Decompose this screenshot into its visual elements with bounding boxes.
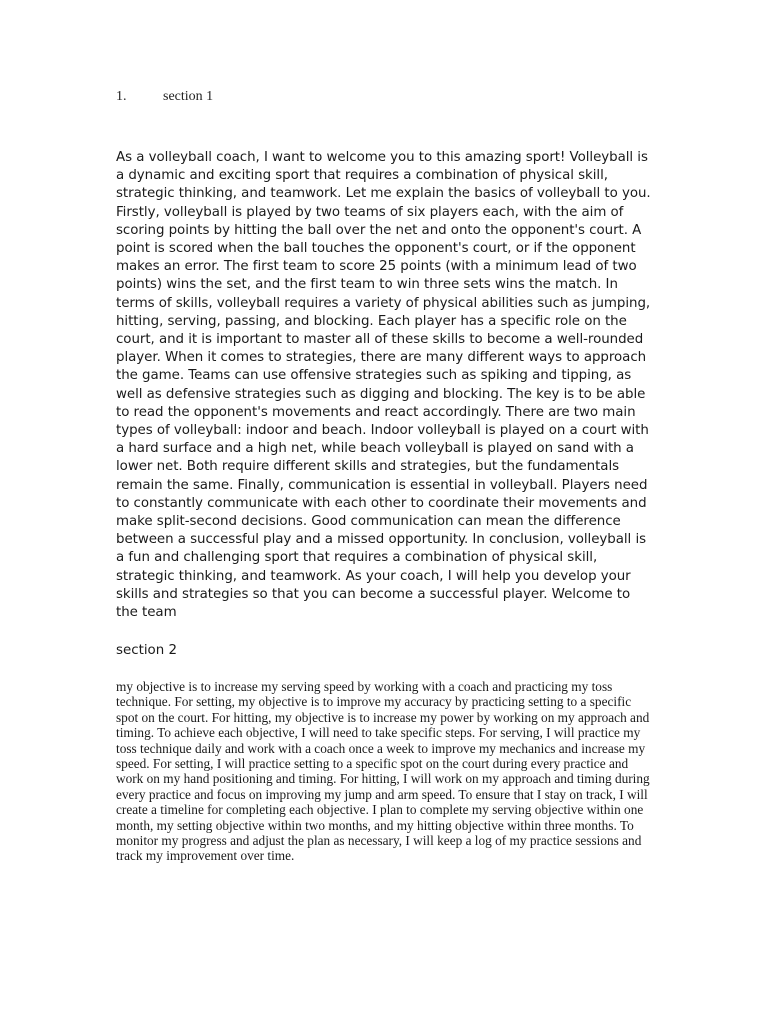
section-1-heading xyxy=(116,88,213,106)
section-2-heading: section 2 xyxy=(116,643,178,658)
section-2-paragraph: my objective is to increase my serving speed by working with a coach and practicing my toss technique. For setting, my objective is to improve my accuracy by practicing setting to a specific spot on the court. For hitting, my objective is to increase my power by working on my approach and timing. To achieve each objective, I will need to take specific steps. For serving, I will practice my toss technique daily and work with a coach once a week to improve my mechanics and increase my speed. For setting, I will practice setting to a specific spot on the court during every practice and work on my hand positioning and timing. For hitting, I will work on my approach and timing during every practice and focus on improving my jump and arm speed. To ensure that I stay on track, I will create a timeline for completing each objective. I plan to complete my serving objective within one month, my setting objective within two months, and my hitting objective within three months. To monitor my progress and adjust the plan as necessary, I will keep a log of my practice sessions and track my improvement over time. xyxy=(116,679,650,864)
list-number: 1. xyxy=(116,89,127,104)
section-1-title: section 1 xyxy=(163,89,214,104)
section-1-paragraph: As a volleyball coach, I want to welcome you to this amazing sport! Volleyball is a dynamic and exciting sport that requires a combination of physical skill, strategic thinking, and teamwork. Let me explain the basics of volleyball to you. Firstly, volleyball is played by two teams of six players each, with the aim of scoring points by hitting the ball over the net and onto the opponent's court. A point is scored when the ball touches the opponent's court, or if the opponent makes an error. The first team to score 25 points (with a minimum lead of two points) wins the set, and the first team to win three sets wins the match. In terms of skills, volleyball requires a variety of physical abilities such as jumping, hitting, serving, passing, and blocking. Each player has a specific role on the court, and it is important to master all of these skills to become a well-rounded player. When it comes to strategies, there are many different ways to approach the game. Teams can use offensive strategies such as spiking and tipping, as well as defensive strategies such as digging and blocking. The key is to be able to read the opponent's movements and react accordingly. There are two main types of volleyball: indoor and beach. Indoor volleyball is played on a court with a hard surface and a high net, while beach volleyball is played on sand with a lower net. Both require different skills and strategies, but the fundamentals remain the same. Finally, communication is essential in volleyball. Players need to constantly communicate with each other to coordinate their movements and make split-second decisions. Good communication can mean the difference between a successful play and a missed opportunity. In conclusion, volleyball is a fun and challenging sport that requires a combination of physical skill, strategic thinking, and teamwork. As your coach, I will help you develop your skills and strategies so that you can become a successful player. Welcome to the team xyxy=(116,150,651,621)
